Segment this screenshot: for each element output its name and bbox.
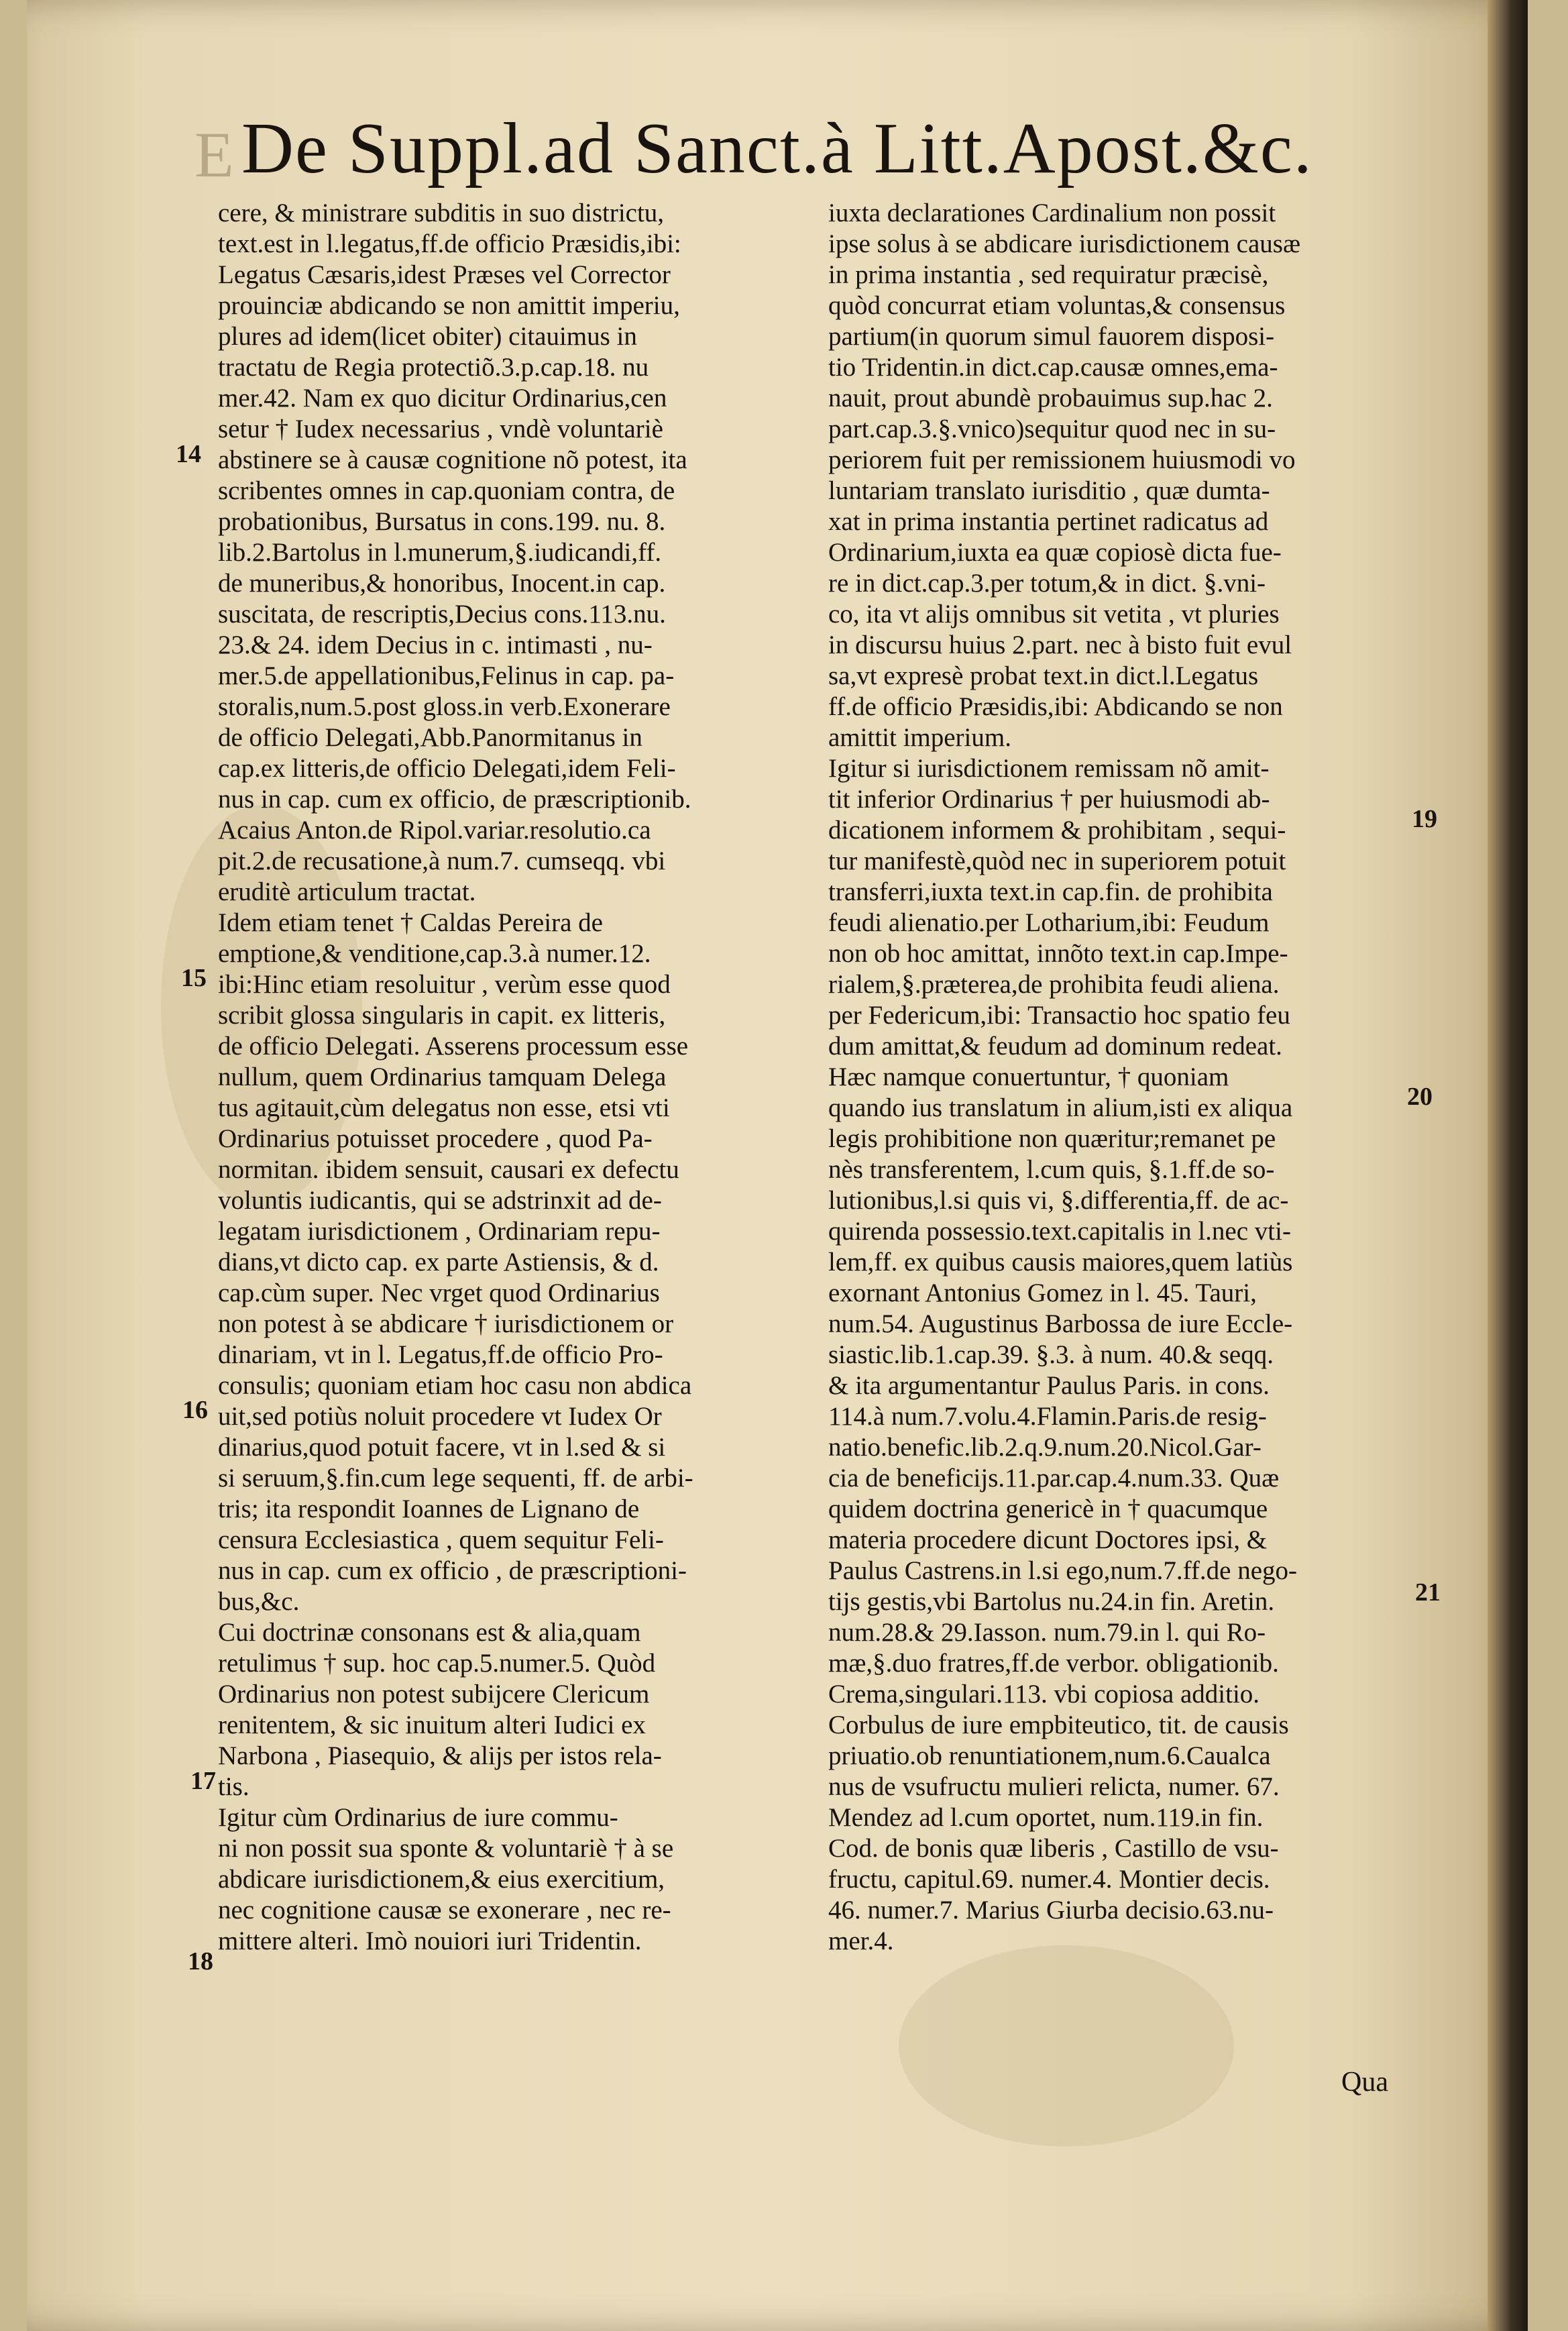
text-line: mittere alteri. Imò nouiori iuri Tridentin.	[218, 1927, 642, 1955]
text-line: cap.ex litteris,de officio Delegati,idem Feli-	[218, 754, 676, 783]
text-line: mer.4.	[828, 1927, 894, 1955]
text-line: transferri,iuxta text.in cap.fin. de prohibita	[828, 877, 1273, 906]
text-line: uit,sed potiùs noluit procedere vt Iudex Or	[218, 1402, 662, 1431]
text-line: ipse solus à se abdicare iurisdictionem causæ	[828, 229, 1300, 258]
margin-number-20: 20	[1407, 1083, 1433, 1111]
text-line: quidem doctrina genericè in † quacumque	[828, 1495, 1268, 1523]
text-line: Acaius Anton.de Ripol.variar.resolutio.ca	[218, 816, 651, 845]
text-line: text.est in l.legatus,ff.de officio Præsidis,ibi:	[218, 229, 681, 258]
text-line: ff.de officio Præsidis,ibi: Abdicando se non	[828, 692, 1283, 721]
text-line: nus de vsufructu mulieri relicta, numer. 67.	[828, 1772, 1280, 1801]
text-line: scribentes omnes in cap.quoniam contra, de	[218, 476, 675, 505]
running-header: De Suppl.ad Sanct.à Litt.Apost.&c.	[241, 109, 1313, 188]
text-line: cia de beneficijs.11.par.cap.4.num.33. Quæ	[828, 1464, 1280, 1493]
text-line: quòd concurrat etiam voluntas,& consensus	[828, 291, 1286, 320]
text-line: dicationem informem & prohibitam , sequi-	[828, 816, 1286, 845]
text-line: & ita argumentantur Paulus Paris. in cons.	[828, 1371, 1270, 1400]
text-line: nec cognitione causæ se exonerare , nec re-	[218, 1896, 671, 1925]
text-line: Ordinarius non potest subijcere Clericum	[218, 1680, 650, 1709]
text-line: scribit glossa singularis in capit. ex litteris,	[218, 1001, 666, 1030]
text-line: co, ita vt alijs omnibus sit vetita , vt pluries	[828, 600, 1280, 629]
text-line: ibi:Hinc etiam resoluitur , verùm esse quod	[218, 970, 671, 999]
text-line: feudi alienatio.per Lotharium,ibi: Feudum	[828, 908, 1270, 937]
text-line: part.cap.3.§.vnico)sequitur quod nec in su-	[828, 415, 1276, 443]
text-line: quirenda possessio.text.capitalis in l.nec vti-	[828, 1217, 1291, 1246]
text-line: tis.	[218, 1772, 249, 1801]
text-line: plures ad idem(licet obiter) citauimus in	[218, 322, 637, 351]
text-line: dinarius,quod potuit facere, vt in l.sed & si	[218, 1433, 666, 1462]
text-line: Idem etiam tenet † Caldas Pereira de	[218, 908, 603, 937]
text-line: dians,vt dicto cap. ex parte Astiensis, & d.	[218, 1248, 659, 1277]
text-line: Mendez ad l.cum oportet, num.119.in fin.	[828, 1803, 1264, 1832]
text-line: censura Ecclesiastica , quem sequitur Feli-	[218, 1525, 664, 1554]
text-line: cap.cùm super. Nec vrget quod Ordinarius	[218, 1279, 660, 1307]
text-line: cere, & ministrare subditis in suo districtu,	[218, 199, 665, 227]
text-line: renitentem, & sic inuitum alteri Iudici ex	[218, 1711, 646, 1739]
text-line: consulis; quoniam etiam hoc casu non abdica	[218, 1371, 692, 1400]
page-binding-edge	[1488, 0, 1528, 2331]
text-line: normitan. ibidem sensuit, causari ex defectu	[218, 1155, 679, 1184]
text-line: Corbulus de iure empbiteutico, tit. de causis	[828, 1711, 1289, 1739]
text-line: emptione,& venditione,cap.3.à numer.12.	[218, 939, 651, 968]
catchword: Qua	[1341, 2067, 1388, 2098]
text-line: tur manifestè,quòd nec in superiorem potuit	[828, 847, 1286, 875]
text-line: Crema,singulari.113. vbi copiosa additio.	[828, 1680, 1260, 1709]
text-line: storalis,num.5.post gloss.in verb.Exonerare	[218, 692, 671, 721]
text-line: dinariam, vt in l. Legatus,ff.de officio Pro-	[218, 1340, 663, 1369]
text-line: legatam iurisdictionem , Ordinariam repu-	[218, 1217, 661, 1246]
text-line: siastic.lib.1.cap.39. §.3. à num. 40.& seqq.	[828, 1340, 1274, 1369]
margin-number-19: 19	[1412, 805, 1437, 833]
text-line: tio Tridentin.in dict.cap.causæ omnes,ema-	[828, 353, 1278, 382]
text-line: nès transferentem, l.cum quis, §.1.ff.de so-	[828, 1155, 1275, 1184]
text-line: in prima instantia , sed requiratur præcisè,	[828, 260, 1269, 289]
text-line: quando ius translatum in alium,isti ex aliqua	[828, 1093, 1293, 1122]
text-line: Ordinarium,iuxta ea quæ copiosè dicta fue-	[828, 538, 1282, 567]
text-line: ni non possit sua sponte & voluntariè † à se	[218, 1834, 674, 1863]
text-line: lib.2.Bartolus in l.munerum,§.iudicandi,ff.	[218, 538, 662, 567]
text-line: mæ,§.duo fratres,ff.de verbor. obligationib.	[828, 1649, 1279, 1678]
text-line: Legatus Cæsaris,idest Præses vel Corrector	[218, 260, 671, 289]
margin-number-14: 14	[176, 440, 201, 468]
text-line: Cod. de bonis quæ liberis , Castillo de vsu-	[828, 1834, 1279, 1863]
text-line: Narbona , Piasequio, & alijs per istos rela-	[218, 1741, 662, 1770]
text-line: mer.5.de appellationibus,Felinus in cap. pa-	[218, 661, 675, 690]
text-line: Igitur cùm Ordinarius de iure commu-	[218, 1803, 618, 1832]
text-line: amittit imperium.	[828, 723, 1011, 752]
margin-number-16: 16	[182, 1396, 208, 1424]
text-line: 23.& 24. idem Decius in c. intimasti , nu-	[218, 631, 653, 659]
margin-number-17: 17	[190, 1767, 216, 1795]
text-line: re in dict.cap.3.per totum,& in dict. §.vni-	[828, 569, 1266, 598]
text-line: materia procedere dicunt Doctores ipsi, &	[828, 1525, 1268, 1554]
text-line: xat in prima instantia pertinet radicatus ad	[828, 507, 1269, 536]
text-line: 114.à num.7.volu.4.Flamin.Paris.de resig-	[828, 1402, 1267, 1431]
text-line: tit inferior Ordinarius † per huiusmodi ab-	[828, 785, 1270, 814]
text-line: abstinere se à causæ cognitione nõ potest, ita	[218, 445, 687, 474]
text-line: Igitur si iurisdictionem remissam nõ amit-	[828, 754, 1270, 783]
margin-number-21: 21	[1415, 1578, 1441, 1607]
text-line: partium(in quorum simul fauorem disposi-	[828, 322, 1275, 351]
text-line: num.28.& 29.Iasson. num.79.in l. qui Ro-	[828, 1618, 1266, 1647]
text-line: suscitata, de rescriptis,Decius cons.113.nu.	[218, 600, 666, 629]
text-line: Hæc namque conuertuntur, † quoniam	[828, 1063, 1229, 1091]
margin-number-18: 18	[188, 1947, 213, 1975]
paper-stain	[899, 1945, 1234, 2147]
text-line: luntariam translato iurisditio , quæ dumta-	[828, 476, 1270, 505]
text-line: Cui doctrinæ consonans est & alia,quam	[218, 1618, 641, 1647]
text-line: priuatio.ob renuntiationem,num.6.Caualca	[828, 1741, 1271, 1770]
text-line: lutionibus,l.si quis vi, §.differentia,ff. de ac-	[828, 1186, 1289, 1215]
left-text-column	[218, 198, 808, 1957]
text-line: probationibus, Bursatus in cons.199. nu. 8.	[218, 507, 666, 536]
text-line: natio.benefic.lib.2.q.9.num.20.Nicol.Gar-	[828, 1433, 1262, 1462]
text-line: legis prohibitione non quæritur;remanet pe	[828, 1124, 1276, 1153]
text-line: exornant Antonius Gomez in l. 45. Tauri,	[828, 1279, 1257, 1307]
text-line: non potest à se abdicare † iurisdictionem or	[218, 1309, 674, 1338]
right-text-column	[828, 198, 1412, 1957]
text-line: fructu, capitul.69. numer.4. Montier decis.	[828, 1865, 1270, 1894]
text-line: tijs gestis,vbi Bartolus nu.24.in fin. Aretin.	[828, 1587, 1275, 1616]
text-line: nullum, quem Ordinarius tamquam Delega	[218, 1063, 667, 1091]
text-line: abdicare iurisdictionem,& eius exercitium,	[218, 1865, 665, 1894]
text-line: tractatu de Regia protectiõ.3.p.cap.18. nu	[218, 353, 649, 382]
text-line: nauit, prout abundè probauimus sup.hac 2.	[828, 384, 1273, 413]
text-line: non ob hoc amittat, innõto text.in cap.Impe-	[828, 939, 1288, 968]
text-line: Paulus Castrens.in l.si ego,num.7.ff.de nego-	[828, 1556, 1298, 1585]
text-line: sa,vt expresè probat text.in dict.l.Legatus	[828, 661, 1259, 690]
text-line: rialem,§.præterea,de prohibita feudi aliena.	[828, 970, 1280, 999]
text-line: eruditè articulum tractat.	[218, 877, 476, 906]
text-line: de officio Delegati. Asserens processum esse	[218, 1032, 689, 1061]
margin-number-15: 15	[181, 964, 207, 992]
text-line: 46. numer.7. Marius Giurba decisio.63.nu-	[828, 1896, 1274, 1925]
text-line: Ordinarius potuisset procedere , quod Pa-	[218, 1124, 653, 1153]
text-line: lem,ff. ex quibus causis maiores,quem latiùs	[828, 1248, 1293, 1277]
text-line: de officio Delegati,Abb.Panormitanus in	[218, 723, 642, 752]
text-line: iuxta declarationes Cardinalium non possit	[828, 199, 1276, 227]
text-line: in discursu huius 2.part. nec à bisto fuit evul	[828, 631, 1292, 659]
text-line: per Federicum,ibi: Transactio hoc spatio feu	[828, 1001, 1290, 1030]
text-line: periorem fuit per remissionem huiusmodi vo	[828, 445, 1296, 474]
text-line: mer.42. Nam ex quo dicitur Ordinarius,cen	[218, 384, 667, 413]
text-line: bus,&c.	[218, 1587, 300, 1616]
text-line: prouinciæ abdicando se non amittit imperiu,	[218, 291, 680, 320]
text-line: tus agitauit,cùm delegatus non esse, etsi vti	[218, 1093, 670, 1122]
text-line: pit.2.de recusatione,à num.7. cumseqq. vbi	[218, 847, 666, 875]
text-line: si seruum,§.fin.cum lege sequenti, ff. de arbi-	[218, 1464, 693, 1493]
text-line: voluntis iudicantis, qui se adstrinxit ad de-	[218, 1186, 662, 1215]
text-line: setur † Iudex necessarius , vndè voluntariè	[218, 415, 663, 443]
text-line: nus in cap. cum ex officio , de præscriptioni-	[218, 1556, 687, 1585]
text-line: de muneribus,& honoribus, Inocent.in cap.	[218, 569, 666, 598]
text-line: dum amittat,& feudum ad dominum redeat.	[828, 1032, 1282, 1061]
text-line: retulimus † sup. hoc cap.5.numer.5. Quòd	[218, 1649, 656, 1678]
text-line: nus in cap. cum ex officio, de præscriptionib.	[218, 785, 691, 814]
text-line: num.54. Augustinus Barbossa de iure Eccle-	[828, 1309, 1293, 1338]
text-line: tris; ita respondit Ioannes de Lignano de	[218, 1495, 640, 1523]
bleed-through-mark: E	[194, 119, 234, 191]
